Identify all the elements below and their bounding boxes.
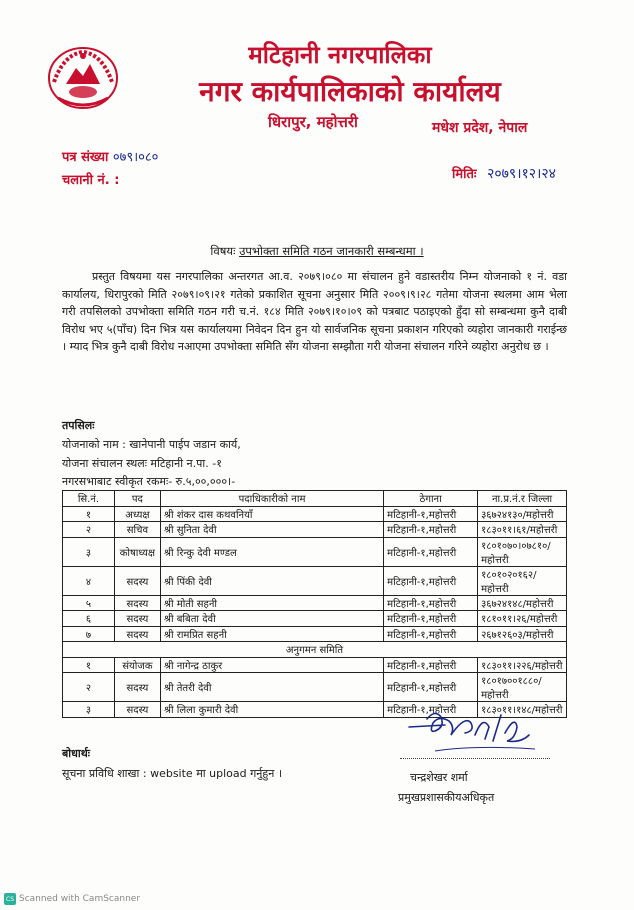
table-cell: श्री बबिता देवी bbox=[160, 611, 383, 627]
table-cell: मटिहानी-१,महोत्तरी bbox=[384, 657, 478, 673]
table-cell: ६ bbox=[63, 611, 115, 627]
table-cell: २ bbox=[63, 673, 115, 702]
office-title: नगर कार्यपालिकाको कार्यालय bbox=[199, 75, 501, 108]
table-cell: सदस्य bbox=[114, 702, 160, 718]
table-cell: श्री पिंकी देवी bbox=[160, 566, 383, 595]
table-cell: ४ bbox=[63, 566, 115, 595]
letter-date bbox=[452, 164, 556, 183]
table-cell: २६७१२६०३/महोत्तरी bbox=[478, 626, 567, 642]
table-cell: श्री रिन्कु देवी मण्डल bbox=[160, 537, 383, 566]
project-location: योजना संचालन स्थलः मटिहानी न.पा. -१ bbox=[62, 457, 222, 470]
table-row bbox=[63, 566, 567, 595]
signature-image bbox=[405, 705, 555, 755]
table-row bbox=[63, 595, 567, 611]
table-cell: ५ bbox=[63, 595, 115, 611]
cc-line: सूचना प्रविधि शाखा : website मा upload गर्नुहुन । bbox=[62, 767, 282, 780]
monitoring-section-row bbox=[63, 642, 567, 658]
table-cell: मटिहानी-१,महोत्तरी bbox=[384, 537, 478, 566]
table-cell: श्री तेतरी देवी bbox=[160, 673, 383, 702]
letter-number-label: पत्र संख्या bbox=[62, 150, 109, 165]
table-cell: १८३०११।१४८/महोत्तरी bbox=[478, 702, 567, 718]
table-cell: २ bbox=[63, 522, 115, 538]
table-cell: मटिहानी-१,महोत्तरी bbox=[384, 522, 478, 538]
chalani-number-label: चलानी नं. : bbox=[62, 173, 120, 188]
nepal-emblem-icon bbox=[44, 42, 122, 112]
table-cell: सदस्य bbox=[114, 673, 160, 702]
table-cell: श्री लिला कुमारी देवी bbox=[160, 702, 383, 718]
table-header-row bbox=[63, 491, 567, 507]
subject-label: विषयः bbox=[210, 244, 236, 258]
table-cell: मटिहानी-१,महोत्तरी bbox=[384, 506, 478, 522]
table-cell: सदस्य bbox=[114, 566, 160, 595]
municipality-name: मटिहानी नगरपालिका bbox=[248, 41, 432, 69]
table-cell: १८३०११।२२६/महोत्तरी bbox=[478, 657, 567, 673]
table-cell: १८१०११।२६/महोत्तरी bbox=[478, 611, 567, 627]
table-cell: ३ bbox=[63, 702, 115, 718]
table-row bbox=[63, 611, 567, 627]
signatory-title: प्रमुखप्रशासकीयअधिकृत bbox=[398, 791, 495, 804]
table-cell: मटिहानी-१,महोत्तरी bbox=[384, 566, 478, 595]
approved-amount: नगरसभाबाट स्वीकृत रकमः- रु.५,००,०००।- bbox=[62, 475, 236, 488]
subject-line bbox=[0, 244, 634, 259]
scanner-watermark bbox=[4, 893, 140, 905]
letter-number-value: ०७९।०८० bbox=[112, 150, 159, 165]
table-cell: मटिहानी-१,महोत्तरी bbox=[384, 595, 478, 611]
table-cell: श्री सुनिता देवी bbox=[160, 522, 383, 538]
table-row bbox=[63, 506, 567, 522]
table-cell: श्री शंकर दास कथवनियाँ bbox=[160, 506, 383, 522]
signature-line bbox=[400, 758, 550, 759]
scanner-text: Scanned with CamScanner bbox=[19, 894, 141, 904]
table-cell: १ bbox=[63, 506, 115, 522]
table-cell: १ bbox=[63, 657, 115, 673]
letter-body: प्रस्तुत विषयमा यस नगरपालिका अन्तरगत आ.व. २०७९।०८० मा संचालन हुने वडास्तरीय निम्न योजनाको १ नं. वडा कार्यालय, धिरापुरको मिति २०७९।०९।२१ गतेको प्रकाशित सूचना अनुसार मिति २००९।९।२८ गतेमा योजना स्थलमा आम भेला गरी तपसिलको उपभोक्ता समिति गठन गरी च.नं. १८४ मिति २०७९।१०।०९ को पत्रबाट पठाइएको हुँदा सो सम्बन्धमा कुनै दाबी विरोध भए ५(पाँच) दिन भित्र यस कार्यालयमा निवेदन दिन हुन यो सार्वजनिक सूचना प्रकाशन गरिएको व्यहोरा जानकारी गराईन्छ । म्याद भित्र कुनै दाबी विरोध नआएमा उपभोक्ता समिति सँग योजना सम्झौता गरी योजना संचालन गरिने व्यहोरा अनुरोध छ । bbox=[62, 270, 567, 354]
table-cell: ७ bbox=[63, 626, 115, 642]
table-cell: श्री मोती सहनी bbox=[160, 595, 383, 611]
table-cell: मटिहानी-१,महोत्तरी bbox=[384, 626, 478, 642]
project-name: योजनाको नाम : खानेपानी पाईप जडान कार्य, bbox=[62, 438, 241, 451]
column-header: सि.नं. bbox=[63, 491, 115, 507]
table-cell: मटिहानी-१,महोत्तरी bbox=[384, 702, 478, 718]
table-row bbox=[63, 537, 567, 566]
table-cell: १८०१०७०।०७८१०/महोत्तरी bbox=[478, 537, 567, 566]
table-cell: १८०१०२०१६२/महोत्तरी bbox=[478, 566, 567, 595]
camscanner-logo-icon: CS bbox=[4, 893, 16, 905]
table-cell: १८३०११।६१/महोत्तरी bbox=[478, 522, 567, 538]
signatory-name: चन्द्रशेखर शर्मा bbox=[410, 771, 468, 784]
table-cell: सचिव bbox=[114, 522, 160, 538]
table-row bbox=[63, 673, 567, 702]
table-cell: अध्यक्ष bbox=[114, 506, 160, 522]
table-cell: श्री नागेन्द्र ठाकुर bbox=[160, 657, 383, 673]
table-cell: संयोजक bbox=[114, 657, 160, 673]
table-cell: मटिहानी-१,महोत्तरी bbox=[384, 611, 478, 627]
table-cell: सदस्य bbox=[114, 595, 160, 611]
table-row bbox=[63, 657, 567, 673]
table-row bbox=[63, 522, 567, 538]
table-cell: सदस्य bbox=[114, 626, 160, 642]
date-value: २०७९।१२।२४ bbox=[487, 166, 556, 182]
column-header: पद bbox=[114, 491, 160, 507]
table-cell: १८०१७००१८८०/महोत्तरी bbox=[478, 673, 567, 702]
table-cell: श्री रामप्रित सहनी bbox=[160, 626, 383, 642]
table-cell: सदस्य bbox=[114, 611, 160, 627]
office-address: धिरापुर, महोत्तरी bbox=[268, 113, 358, 131]
table-cell: ३ bbox=[63, 537, 115, 566]
letter-number bbox=[62, 147, 158, 165]
column-header: ठेगाना bbox=[384, 491, 478, 507]
column-header: पदाधिकारीको नाम bbox=[160, 491, 383, 507]
cc-label: बोधार्थः bbox=[62, 747, 90, 760]
monitoring-section-title: अनुगमन समिति bbox=[63, 642, 567, 658]
table-cell: मटिहानी-१,महोत्तरी bbox=[384, 673, 478, 702]
table-cell: ३६७२४१४८/महोत्तरी bbox=[478, 595, 567, 611]
province-label: मधेश प्रदेश, नेपाल bbox=[432, 120, 528, 136]
subject-text: उपभोक्ता समिति गठन जानकारी सम्बन्धमा । bbox=[239, 244, 424, 258]
table-cell: ३६७२४१३०/महोत्तरी bbox=[478, 506, 567, 522]
details-heading: तपसिलः bbox=[62, 419, 95, 432]
table-cell: कोषाध्यक्ष bbox=[114, 537, 160, 566]
committee-table bbox=[62, 490, 567, 718]
column-header: ना.प्र.नं.र जिल्ला bbox=[478, 491, 567, 507]
date-label: मितिः bbox=[452, 167, 477, 182]
table-row bbox=[63, 626, 567, 642]
